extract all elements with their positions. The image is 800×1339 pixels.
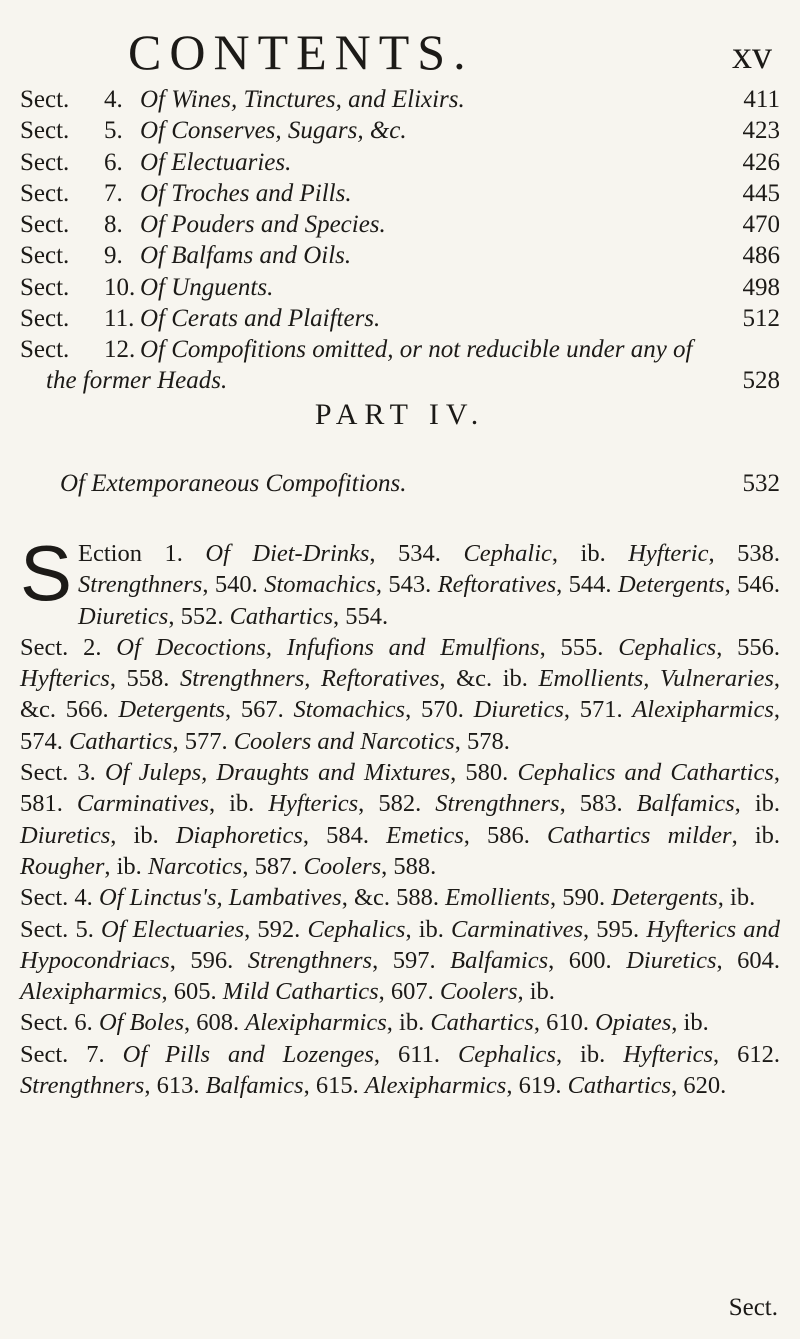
toc-page: 528	[742, 367, 780, 395]
entry-text: , ib.	[555, 1040, 624, 1068]
part-heading: PART IV.	[314, 398, 486, 431]
entry-heading: Diuretics	[20, 821, 111, 849]
entry-heading: Carminatives	[451, 915, 584, 943]
toc-number: 12.	[104, 336, 136, 364]
entry-heading: Rougher	[20, 852, 105, 880]
entry-heading: Of Decoctions, Infufions and Emulfions	[116, 633, 540, 661]
entry-text: , 620.	[671, 1072, 727, 1100]
entry-text: Sect. 3.	[20, 759, 105, 787]
section-entry	[20, 632, 780, 757]
entry-heading: Cathartics	[229, 602, 334, 630]
entry-text: , 610.	[533, 1009, 596, 1037]
toc-page: 470	[742, 211, 780, 239]
entry-heading: Balfamics	[450, 946, 549, 974]
entry-heading: Cephalics	[457, 1040, 556, 1068]
entry-heading: Stomachics	[293, 696, 406, 724]
entry-text: , 574.	[20, 696, 780, 755]
entry-text: , 582.	[358, 790, 436, 818]
entry-text: , 595.	[583, 915, 647, 943]
entry-heading: Mild Cathartics	[222, 978, 379, 1006]
entry-text: , 583.	[559, 790, 637, 818]
entry-text: , ib.	[386, 1009, 431, 1037]
entry-text: , 612.	[713, 1040, 781, 1068]
entry-heading: Coolers and Narcotics	[233, 727, 455, 755]
entry-text: , 538.	[708, 540, 781, 567]
entry-text: Sect. 7.	[20, 1040, 123, 1068]
entry-heading: Cephalics	[307, 915, 406, 943]
section-list	[20, 529, 781, 1101]
part-subtitle: Of Extemporaneous Compofitions.	[60, 470, 407, 497]
entry-text: , 581.	[20, 759, 781, 818]
entry-text: Sect. 2.	[20, 633, 117, 661]
entry-heading: Hyfterics	[623, 1040, 714, 1068]
entry-text: Sect. 4.	[20, 884, 99, 912]
entry-text: , ib.	[717, 884, 756, 912]
part-subtitle-row	[60, 470, 780, 498]
entry-text: , 597.	[372, 946, 451, 974]
toc-title: Of Cerats and Plaifters.	[140, 305, 381, 333]
section-entry	[20, 529, 781, 632]
section-entry	[20, 1007, 780, 1038]
toc-sect-label: Sect.	[20, 148, 70, 176]
toc-title: Of Balfams and Oils.	[140, 242, 352, 270]
entry-heading: Cathartics milder	[547, 821, 732, 849]
entry-text: , 596.	[169, 946, 248, 974]
toc-title: Of Electuaries.	[140, 148, 292, 176]
entry-heading: Diuretics	[78, 602, 169, 630]
entry-text: , 556.	[716, 633, 781, 661]
toc-number: 10.	[104, 273, 136, 301]
section-entry	[20, 757, 780, 882]
toc-page: 445	[742, 179, 780, 207]
toc-page: 512	[742, 305, 780, 333]
part-page: 532	[742, 470, 780, 497]
entry-text: Ection 1.	[78, 540, 206, 567]
entry-text: , ib.	[110, 821, 176, 849]
entry-text: , ib.	[734, 790, 781, 818]
entry-heading: Balfamics	[636, 790, 735, 818]
entry-text: , 619.	[506, 1072, 568, 1100]
entry-heading: Coolers	[439, 978, 518, 1006]
entry-text: , 554.	[333, 602, 389, 630]
entry-text: Sect. 5.	[20, 915, 101, 943]
entry-text: , ib.	[104, 852, 148, 880]
entry-text: , ib.	[208, 790, 269, 818]
drop-cap: S	[20, 529, 73, 617]
entry-heading: Of Diet-Drinks	[205, 540, 370, 567]
entry-text: , 580.	[450, 759, 518, 787]
entry-heading: Narcotics	[147, 852, 243, 880]
toc-sect-label: Sect.	[20, 86, 70, 113]
entry-text: , 544.	[556, 571, 618, 599]
toc-title: Of Compofitions omitted, or not reducible under any of	[140, 336, 693, 364]
entry-heading: Alexipharmics	[632, 696, 774, 724]
entry-text: , 613.	[144, 1072, 206, 1100]
entry-text: , 570.	[405, 696, 474, 724]
entry-text: , ib.	[405, 915, 452, 943]
entry-text: , 552.	[168, 602, 230, 630]
entry-heading: Hyfterics	[20, 665, 110, 693]
section-entry	[20, 914, 780, 1008]
page-title: CONTENTS.	[128, 24, 474, 80]
entry-heading: Cephalics	[618, 633, 717, 661]
toc-sect-label: Sect.	[20, 273, 70, 301]
toc-title-continued: the former Heads.	[46, 367, 228, 395]
entry-text: , 615.	[303, 1072, 365, 1100]
entry-heading: Strengthners	[20, 1072, 145, 1100]
entry-heading: Strengthners	[78, 571, 203, 599]
entry-heading: Emollients, Vulneraries	[538, 665, 774, 693]
entry-heading: Of Pills and Lozenges	[122, 1040, 374, 1068]
entry-text: , 567.	[225, 696, 294, 724]
entry-heading: Alexipharmics	[20, 978, 162, 1006]
catchword: Sect.	[728, 1294, 778, 1321]
toc-page: 423	[742, 117, 780, 145]
entry-text: , ib.	[551, 540, 629, 567]
entry-heading: Of Boles	[98, 1009, 184, 1037]
toc-row	[20, 272, 780, 303]
toc-sect-label: Sect.	[20, 336, 70, 364]
toc-list	[20, 84, 780, 396]
entry-heading: Cephalic	[463, 540, 552, 567]
entry-text: Sect. 6.	[20, 1009, 99, 1037]
entry-heading: Hyfterics	[268, 790, 359, 818]
toc-row	[20, 303, 780, 334]
entry-text: , 584.	[302, 821, 387, 849]
toc-row	[20, 178, 780, 209]
entry-text: , 608.	[184, 1009, 246, 1037]
entry-text: , 587.	[242, 852, 304, 880]
toc-row	[20, 209, 780, 240]
entry-heading: Emollients	[445, 884, 550, 912]
toc-number: 5.	[104, 117, 123, 145]
entry-heading: Hyfterics and Hypocondriacs	[20, 915, 781, 974]
entry-heading: Cathartics	[567, 1072, 672, 1100]
entry-text: , ib.	[671, 1009, 709, 1037]
section-entry	[20, 882, 780, 913]
toc-sect-label: Sect.	[20, 305, 70, 333]
entry-text: , 586.	[463, 821, 548, 849]
page-header	[0, 22, 800, 92]
entry-heading: Alexipharmics	[364, 1072, 507, 1100]
entry-text: , 543.	[375, 571, 438, 599]
entry-text: , &c. ib.	[439, 665, 539, 693]
entry-text: , 607.	[378, 978, 440, 1006]
toc-page: 426	[742, 148, 780, 176]
toc-sect-label: Sect.	[20, 117, 70, 145]
entry-text: , 590.	[549, 884, 612, 912]
toc-number: 7.	[104, 179, 123, 207]
entry-heading: Cathartics	[430, 1009, 534, 1037]
entry-text: , ib.	[517, 978, 555, 1006]
toc-title: Of Conserves, Sugars, &c.	[140, 117, 407, 145]
entry-heading: Detergents	[618, 571, 725, 599]
section-entry	[20, 1039, 780, 1102]
toc-number: 6.	[104, 148, 123, 176]
entry-text: , 605.	[161, 978, 223, 1006]
entry-heading: Emetics	[386, 821, 464, 849]
entry-heading: Strengthners	[435, 790, 560, 818]
toc-number: 8.	[104, 211, 123, 239]
entry-heading: Reftoratives	[437, 571, 557, 599]
toc-row	[20, 334, 780, 396]
toc-sect-label: Sect.	[20, 211, 70, 239]
entry-heading: Strengthners	[247, 946, 373, 974]
entry-heading: Cathartics	[69, 727, 173, 755]
entry-heading: Alexipharmics	[245, 1009, 387, 1037]
toc-sect-label: Sect.	[20, 242, 70, 270]
entry-text: , 604.	[716, 946, 781, 974]
toc-row	[20, 115, 780, 146]
toc-number: 9.	[104, 242, 123, 270]
entry-text: , 611.	[373, 1040, 458, 1068]
entry-heading: Opiates	[595, 1009, 672, 1037]
entry-text: , 555.	[539, 633, 619, 661]
entry-heading: Carminatives	[76, 790, 209, 818]
entry-text: , 571.	[563, 696, 633, 724]
toc-title: Of Unguents.	[140, 273, 274, 301]
toc-page: 498	[742, 273, 780, 301]
entry-heading: Of Electuaries	[100, 915, 245, 943]
entry-heading: Detergents	[118, 696, 226, 724]
entry-text: , 558.	[109, 665, 180, 693]
toc-row	[20, 147, 780, 178]
entry-heading: Coolers	[303, 852, 382, 880]
entry-text: , 592.	[244, 915, 308, 943]
entry-heading: Strengthners, Reftoratives	[179, 665, 440, 693]
toc-row	[20, 240, 780, 271]
entry-heading: Detergents	[611, 884, 718, 912]
entry-heading: Balfamics	[205, 1072, 304, 1100]
entry-heading: Of Linctus's, Lambatives	[98, 884, 342, 912]
toc-row	[20, 84, 780, 115]
entry-text: , 534.	[369, 540, 464, 567]
entry-text: , 540.	[202, 571, 265, 599]
entry-heading: Of Juleps, Draughts and Mixtures	[104, 759, 451, 787]
entry-text: , 600.	[548, 946, 627, 974]
toc-page: 411	[743, 86, 780, 113]
entry-text: , 577.	[172, 727, 234, 755]
entry-text: , &c. 588.	[341, 884, 446, 912]
entry-heading: Diaphoretics	[175, 821, 303, 849]
entry-heading: Diuretics	[473, 696, 564, 724]
entry-text: , 578.	[454, 727, 510, 755]
toc-sect-label: Sect.	[20, 179, 70, 207]
toc-title: Of Pouders and Species.	[140, 211, 386, 239]
entry-heading: Cephalics and Cathartics	[517, 759, 774, 787]
toc-page: 486	[742, 242, 780, 270]
toc-number: 4.	[104, 86, 123, 113]
entry-heading: Stomachics	[264, 571, 376, 599]
entry-text: , &c. 566.	[20, 665, 780, 724]
entry-text: , ib.	[731, 821, 781, 849]
entry-heading: Hyfteric	[628, 540, 709, 567]
page-number: xv	[732, 32, 772, 77]
entry-heading: Diuretics	[626, 946, 717, 974]
toc-title: Of Troches and Pills.	[140, 179, 352, 207]
entry-text: , 588.	[381, 852, 437, 880]
toc-title: Of Wines, Tinctures, and Elixirs.	[140, 86, 465, 113]
toc-number: 11.	[104, 305, 135, 333]
entry-text: , 546.	[724, 571, 781, 599]
